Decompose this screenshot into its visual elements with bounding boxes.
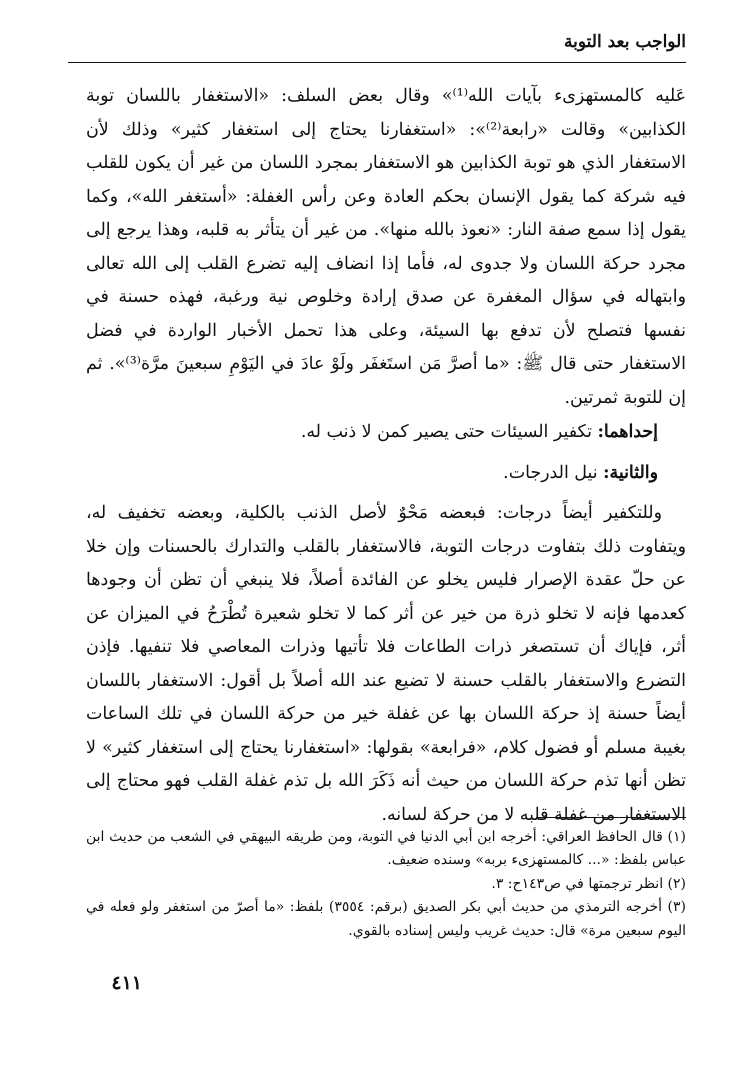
body-paragraph: عَليه كالمستهزىء بآيات الله⁽¹⁾» وقال بعض السلف: «الاستغفار باللسان توبة الكذابين» وقالت «رابعة⁽²⁾»: «استغفارنا يحتاج إلى استغفار كثير» وذلك لأن الاستغفار الذي هو توبة الكذابين هو الاستغفار بمجرد اللسان من غير أن يكون للقلب فيه شركة كما يقول الإنسان بحكم العادة وعن رأس الغفلة: «أستغفر الله»، وكما يقول إذا سمع صفة النار: «نعوذ بالله منها». من غير أن يتأثر به قلبه، وهذا يرجع إلى مجرد حركة اللسان ولا جدوى له، فأما إذا انضاف إليه تضرع القلب إلى الله تعالى وابتهاله في سؤال المغفرة عن صدق إرادة وخلوص نية ورغبة، فهذه حسنة في نفسها فتصلح لأن تدفع بها السيئة، وعلى هذا تحمل الأخبار الواردة في فضل الاستغفار حتى قال ﷺ: «ما أصرَّ مَن استَغفَر ولَوْ عادَ في اليَوْمِ سبعينَ مرَّة⁽³⁾». ثم إن للتوبة ثمرتين.	[86, 86, 686, 408]
page-header	[68, 30, 686, 62]
footnote: (٢) انظر ترجمتها في ص١٤٣ح: ٣.	[491, 875, 686, 892]
footnotes	[86, 826, 686, 943]
item-label: إحداهما:	[597, 422, 658, 442]
item-text: تكفير السيئات حتى يصير كمن لا ذنب له.	[300, 422, 598, 442]
item-label: والثانية:	[603, 463, 658, 483]
body-paragraph: وللتكفير أيضاً درجات: فبعضه مَحْوٌ لأصل الذنب بالكلية، وبعضه تخفيف له، ويتفاوت ذلك بتفاوت درجات التوبة، فالاستغفار بالقلب والتدارك بالحسنات وإن خلا عن حلّ عقدة الإصرار فليس يخلو عن الفائدة أصلاً، فلا ينبغي أن تظن أن وجودها كعدمها فإنه لا تخلو ذرة من خير عن أثر كما لا تخلو شعيرة تُطْرَحُ في الميزان عن أثر، فإياك أن تستصغر ذرات الطاعات فلا تأتيها وذرات المعاصي فلا تنفيها. فإذن التضرع والاستغفار بالقلب حسنة لا تضيع عند الله أصلاً بل أقول: الاستغفار باللسان أيضاً حسنة إذ حركة اللسان بها عن غفلة خير من حركة اللسان في تلك الساعات بغيبة مسلم أو فضول كلام، «فرابعة» بقولها: «استغفارنا يحتاج إلى استغفار كثير» لا تظن أنها تذم حركة اللسان من حيث أنه ذَكَرَ الله بل تذم غفلة القلب فهو محتاج إلى الاستغفار من غفلة قلبه لا من حركة لسانه.	[86, 503, 686, 825]
list-item	[86, 456, 686, 491]
list-item	[86, 415, 686, 450]
item-text: نيل الدرجات.	[503, 463, 604, 483]
running-title: الواجب بعد التوبة	[564, 32, 686, 52]
page-number: ٤١١	[111, 972, 142, 994]
footnote-separator	[536, 817, 686, 818]
main-text	[86, 80, 686, 832]
header-rule	[68, 62, 686, 63]
footnote: (٣) أخرجه الترمذي من حديث أبي بكر الصديق (برقم: ٣٥٥٤) بلفظ: «ما أصرّ من استغفر ولو فعله في اليوم سبعين مرة» قال: حديث غريب وليس إسناده بالقوي.	[86, 899, 686, 939]
footnote: (١) قال الحافظ العراقي: أخرجه ابن أبي الدنيا في التوبة، ومن طريقه البيهقي في الشعب من حديث ابن عباس بلفظ: «... كالمستهزىء بربه» وسنده ضعيف.	[86, 829, 686, 869]
